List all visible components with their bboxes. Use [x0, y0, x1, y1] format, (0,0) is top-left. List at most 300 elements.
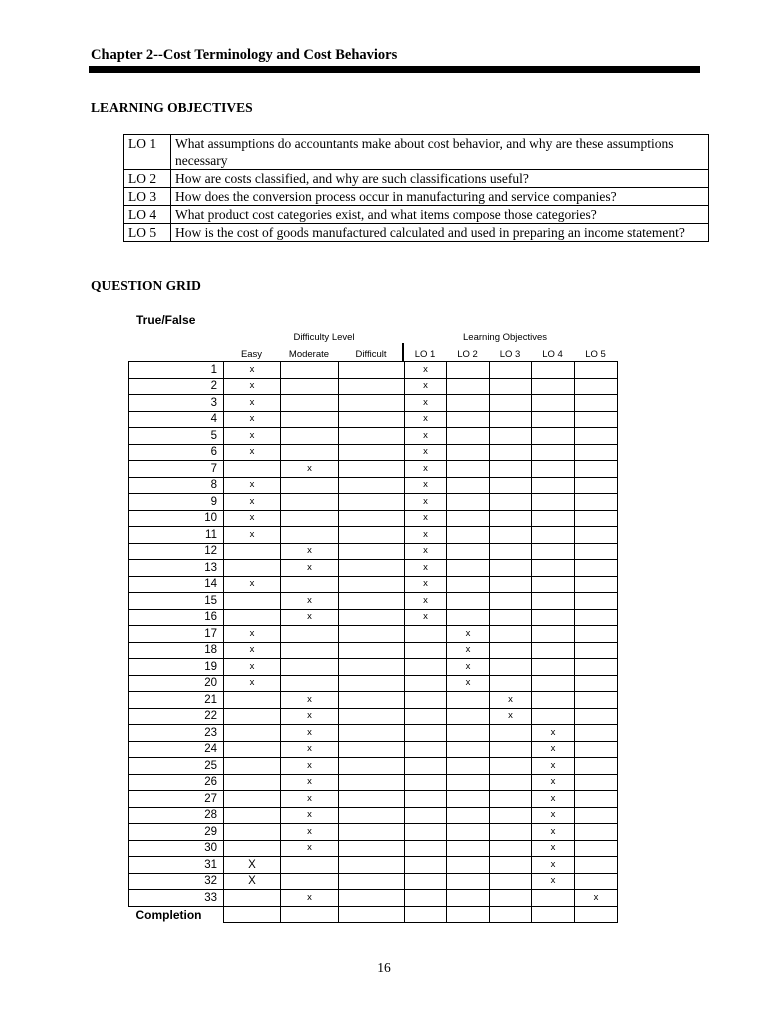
question-number: 9	[129, 494, 224, 511]
grid-cell	[447, 692, 490, 709]
lo-code: LO 5	[124, 224, 171, 242]
grid-cell	[224, 840, 281, 857]
grid-cell	[339, 494, 405, 511]
grid-cell	[575, 560, 618, 577]
grid-cell	[490, 444, 532, 461]
grid-cell: x	[224, 395, 281, 412]
grid-cell: x	[224, 428, 281, 445]
question-number: 24	[129, 741, 224, 758]
grid-cell	[339, 774, 405, 791]
grid-cell	[532, 395, 575, 412]
grid-cell	[447, 774, 490, 791]
grid-row	[129, 642, 618, 659]
grid-cell: x	[405, 609, 447, 626]
grid-cell	[532, 593, 575, 610]
grid-cell	[447, 741, 490, 758]
grid-cell: x	[224, 444, 281, 461]
question-number: 5	[129, 428, 224, 445]
grid-cell	[575, 675, 618, 692]
grid-cell	[490, 477, 532, 494]
grid-cell	[281, 477, 339, 494]
question-number: 12	[129, 543, 224, 560]
grid-cell: x	[281, 593, 339, 610]
grid-cell	[532, 362, 575, 379]
lo-row	[124, 170, 709, 188]
grid-cell	[224, 807, 281, 824]
grid-cell: x	[224, 362, 281, 379]
grid-cell: x	[532, 857, 575, 874]
grid-cell	[224, 824, 281, 841]
grid-cell	[575, 609, 618, 626]
grid-cell	[405, 824, 447, 841]
question-grid-heading: QUESTION GRID	[91, 278, 201, 293]
grid-cell: x	[224, 642, 281, 659]
grid-cell	[339, 395, 405, 412]
page-number: 16	[377, 960, 391, 975]
question-number: 7	[129, 461, 224, 478]
question-number: 14	[129, 576, 224, 593]
col-header-lo3: LO 3	[499, 349, 521, 360]
grid-cell: x	[532, 774, 575, 791]
question-number: 29	[129, 824, 224, 841]
grid-row	[129, 774, 618, 791]
grid-cell: x	[224, 626, 281, 643]
grid-cell	[405, 758, 447, 775]
grid-cell	[490, 411, 532, 428]
question-number: 28	[129, 807, 224, 824]
grid-cell	[490, 543, 532, 560]
grid-cell	[339, 510, 405, 527]
grid-cell	[224, 708, 281, 725]
grid-cell	[405, 840, 447, 857]
grid-cell: x	[532, 824, 575, 841]
grid-cell	[447, 477, 490, 494]
grid-cell: x	[405, 576, 447, 593]
grid-cell	[339, 857, 405, 874]
grid-cell: x	[281, 890, 339, 907]
grid-row	[129, 626, 618, 643]
grid-cell	[224, 609, 281, 626]
lo-code: LO 1	[124, 135, 171, 170]
col-header-easy: Easy	[240, 349, 263, 360]
grid-cell	[575, 857, 618, 874]
grid-cell: x	[224, 675, 281, 692]
grid-cell	[490, 510, 532, 527]
grid-cell: x	[281, 807, 339, 824]
grid-cell: x	[224, 576, 281, 593]
grid-cell: x	[281, 560, 339, 577]
lo-row	[124, 224, 709, 242]
grid-cell	[339, 807, 405, 824]
grid-cell	[575, 494, 618, 511]
question-grid-table	[128, 361, 618, 923]
grid-cell	[405, 774, 447, 791]
grid-cell	[405, 807, 447, 824]
grid-cell	[447, 791, 490, 808]
grid-cell	[532, 527, 575, 544]
grid-cell	[447, 543, 490, 560]
question-number: 20	[129, 675, 224, 692]
grid-cell	[339, 824, 405, 841]
grid-cell: x	[405, 395, 447, 412]
grid-cell	[405, 725, 447, 742]
grid-cell	[339, 791, 405, 808]
question-number: 26	[129, 774, 224, 791]
grid-cell	[281, 444, 339, 461]
grid-cell	[575, 593, 618, 610]
grid-cell	[490, 560, 532, 577]
grid-cell	[532, 675, 575, 692]
grid-cell	[490, 890, 532, 907]
grid-cell	[281, 527, 339, 544]
learning-objectives-header: Learning Objectives	[463, 332, 547, 343]
grid-cell	[490, 675, 532, 692]
grid-cell	[447, 807, 490, 824]
grid-cell	[224, 791, 281, 808]
true-false-heading: True/False	[136, 313, 196, 327]
grid-cell: x	[532, 807, 575, 824]
grid-cell: x	[281, 840, 339, 857]
grid-cell: x	[405, 362, 447, 379]
grid-cell	[281, 510, 339, 527]
question-number: 4	[129, 411, 224, 428]
grid-cell	[339, 527, 405, 544]
grid-cell: x	[281, 708, 339, 725]
grid-cell	[281, 873, 339, 890]
grid-cell: x	[224, 510, 281, 527]
grid-cell: x	[224, 411, 281, 428]
grid-row	[129, 362, 618, 379]
grid-cell	[224, 758, 281, 775]
question-number: 6	[129, 444, 224, 461]
grid-cell	[447, 708, 490, 725]
question-number: 25	[129, 758, 224, 775]
grid-row	[129, 461, 618, 478]
grid-cell	[490, 609, 532, 626]
grid-cell	[224, 725, 281, 742]
grid-row	[129, 675, 618, 692]
grid-cell	[281, 906, 339, 923]
grid-cell	[575, 378, 618, 395]
grid-cell	[490, 774, 532, 791]
grid-cell	[532, 428, 575, 445]
grid-cell	[532, 560, 575, 577]
grid-cell	[575, 428, 618, 445]
grid-cell	[281, 659, 339, 676]
grid-cell: x	[281, 741, 339, 758]
grid-cell	[224, 692, 281, 709]
question-number: 18	[129, 642, 224, 659]
grid-cell	[339, 659, 405, 676]
question-number: 1	[129, 362, 224, 379]
lo-text: How are costs classified, and why are such classifications useful?	[171, 170, 709, 188]
grid-row	[129, 758, 618, 775]
grid-cell	[339, 593, 405, 610]
grid-cell	[575, 692, 618, 709]
grid-cell	[447, 527, 490, 544]
grid-cell: x	[281, 609, 339, 626]
question-number: 22	[129, 708, 224, 725]
grid-cell	[490, 791, 532, 808]
grid-cell	[575, 362, 618, 379]
grid-cell: x	[405, 428, 447, 445]
grid-cell	[281, 675, 339, 692]
grid-cell: x	[224, 477, 281, 494]
col-header-lo5: LO 5	[585, 349, 606, 360]
grid-cell	[281, 857, 339, 874]
grid-cell: x	[490, 708, 532, 725]
grid-cell	[339, 477, 405, 494]
grid-cell	[490, 362, 532, 379]
lo-text: What product cost categories exist, and what items compose those categories?	[171, 206, 709, 224]
grid-cell	[575, 642, 618, 659]
grid-cell	[490, 659, 532, 676]
question-number: 11	[129, 527, 224, 544]
grid-cell	[575, 741, 618, 758]
grid-cell	[575, 576, 618, 593]
grid-row	[129, 873, 618, 890]
question-number: 17	[129, 626, 224, 643]
grid-cell	[405, 873, 447, 890]
grid-cell	[224, 560, 281, 577]
question-number: 32	[129, 873, 224, 890]
grid-cell	[575, 708, 618, 725]
grid-cell	[405, 692, 447, 709]
grid-cell	[447, 609, 490, 626]
grid-cell	[339, 576, 405, 593]
grid-cell	[405, 906, 447, 923]
grid-cell	[575, 543, 618, 560]
grid-cell	[532, 494, 575, 511]
grid-cell	[447, 758, 490, 775]
grid-cell	[339, 758, 405, 775]
question-number: 16	[129, 609, 224, 626]
grid-cell	[575, 873, 618, 890]
grid-cell: x	[224, 527, 281, 544]
lo-code: LO 2	[124, 170, 171, 188]
grid-cell	[405, 890, 447, 907]
grid-cell: x	[532, 873, 575, 890]
grid-cell: x	[281, 543, 339, 560]
question-number: 15	[129, 593, 224, 610]
grid-cell	[224, 890, 281, 907]
grid-cell	[532, 626, 575, 643]
grid-cell: x	[405, 494, 447, 511]
grid-cell	[339, 890, 405, 907]
grid-cell: x	[281, 774, 339, 791]
question-number: 21	[129, 692, 224, 709]
title-rule	[89, 66, 700, 73]
grid-cell: x	[532, 741, 575, 758]
grid-cell	[339, 609, 405, 626]
grid-cell: x	[405, 461, 447, 478]
grid-cell	[281, 642, 339, 659]
grid-cell	[490, 461, 532, 478]
grid-cell	[339, 840, 405, 857]
grid-cell	[490, 840, 532, 857]
grid-cell	[281, 494, 339, 511]
grid-cell: x	[405, 444, 447, 461]
question-number: 13	[129, 560, 224, 577]
grid-cell	[490, 593, 532, 610]
lo-text: How does the conversion process occur in manufacturing and service companies?	[171, 188, 709, 206]
question-number: 2	[129, 378, 224, 395]
grid-cell: X	[224, 857, 281, 874]
grid-cell	[224, 461, 281, 478]
grid-cell	[339, 675, 405, 692]
grid-cell	[447, 411, 490, 428]
grid-cell: x	[532, 725, 575, 742]
grid-cell: x	[532, 791, 575, 808]
grid-cell: x	[224, 494, 281, 511]
grid-cell: x	[281, 725, 339, 742]
grid-cell	[575, 395, 618, 412]
grid-cell: x	[405, 543, 447, 560]
grid-cell: x	[405, 411, 447, 428]
grid-cell	[575, 411, 618, 428]
grid-cell	[339, 378, 405, 395]
grid-cell	[532, 378, 575, 395]
grid-cell	[490, 527, 532, 544]
grid-cell: x	[575, 890, 618, 907]
grid-cell: x	[532, 840, 575, 857]
grid-cell	[224, 543, 281, 560]
grid-cell	[532, 477, 575, 494]
lo-code: LO 4	[124, 206, 171, 224]
grid-cell	[339, 642, 405, 659]
grid-cell	[447, 725, 490, 742]
grid-cell	[339, 692, 405, 709]
grid-cell	[447, 494, 490, 511]
grid-cell	[575, 824, 618, 841]
grid-row	[129, 609, 618, 626]
learning-objectives-heading: LEARNING OBJECTIVES	[91, 100, 253, 115]
grid-cell	[490, 642, 532, 659]
grid-cell	[532, 461, 575, 478]
grid-cell	[490, 378, 532, 395]
grid-cell	[224, 741, 281, 758]
col-header-difficult: Difficult	[355, 349, 387, 360]
grid-cell	[532, 906, 575, 923]
grid-row	[129, 840, 618, 857]
grid-cell	[447, 576, 490, 593]
grid-cell	[490, 906, 532, 923]
grid-cell	[532, 411, 575, 428]
grid-cell	[224, 906, 281, 923]
grid-row	[129, 857, 618, 874]
grid-cell	[575, 444, 618, 461]
grid-cell	[339, 411, 405, 428]
grid-cell	[575, 758, 618, 775]
completion-row	[129, 906, 618, 923]
grid-cell	[447, 890, 490, 907]
grid-cell	[490, 576, 532, 593]
grid-cell: x	[405, 378, 447, 395]
grid-cell	[447, 378, 490, 395]
grid-row	[129, 510, 618, 527]
question-number: 3	[129, 395, 224, 412]
grid-cell	[339, 708, 405, 725]
grid-cell	[532, 642, 575, 659]
lo-row	[124, 135, 709, 170]
grid-cell: x	[490, 692, 532, 709]
grid-cell	[447, 395, 490, 412]
learning-objectives-table	[123, 134, 709, 242]
grid-cell	[447, 906, 490, 923]
question-number: 27	[129, 791, 224, 808]
col-header-lo1: LO 1	[414, 349, 436, 360]
grid-cell	[575, 840, 618, 857]
lo-row	[124, 206, 709, 224]
col-header-lo2: LO 2	[457, 349, 478, 360]
grid-cell	[490, 395, 532, 412]
grid-cell	[575, 527, 618, 544]
grid-cell	[490, 824, 532, 841]
grid-row	[129, 411, 618, 428]
question-number: 30	[129, 840, 224, 857]
grid-cell	[490, 626, 532, 643]
grid-row	[129, 494, 618, 511]
grid-cell: x	[281, 461, 339, 478]
grid-cell	[281, 576, 339, 593]
grid-cell	[575, 725, 618, 742]
grid-cell: X	[224, 873, 281, 890]
question-number: 8	[129, 477, 224, 494]
grid-cell	[575, 659, 618, 676]
grid-row	[129, 741, 618, 758]
grid-cell	[447, 428, 490, 445]
grid-cell	[490, 494, 532, 511]
completion-label: Completion	[135, 907, 202, 922]
grid-cell	[447, 593, 490, 610]
grid-cell	[447, 824, 490, 841]
grid-cell	[224, 774, 281, 791]
grid-cell	[339, 461, 405, 478]
grid-cell	[447, 840, 490, 857]
grid-cell	[339, 873, 405, 890]
grid-cell	[575, 906, 618, 923]
grid-cell: x	[281, 758, 339, 775]
grid-cell	[575, 510, 618, 527]
grid-cell	[339, 741, 405, 758]
col-header-moderate: Moderate	[288, 349, 330, 360]
grid-cell	[339, 725, 405, 742]
grid-cell: x	[447, 659, 490, 676]
grid-cell	[575, 791, 618, 808]
grid-cell	[281, 378, 339, 395]
grid-cell	[447, 857, 490, 874]
grid-cell: x	[281, 824, 339, 841]
grid-cell	[339, 626, 405, 643]
grid-cell	[532, 708, 575, 725]
lo-text: What assumptions do accountants make about cost behavior, and why are these assumptions necessary	[171, 135, 709, 170]
grid-cell	[490, 758, 532, 775]
grid-row	[129, 807, 618, 824]
grid-cell: x	[405, 560, 447, 577]
grid-row	[129, 791, 618, 808]
grid-cell	[405, 675, 447, 692]
grid-row	[129, 395, 618, 412]
grid-cell	[490, 857, 532, 874]
grid-row	[129, 725, 618, 742]
question-number: 31	[129, 857, 224, 874]
grid-cell	[281, 428, 339, 445]
grid-cell	[490, 428, 532, 445]
grid-cell	[532, 890, 575, 907]
grid-cell: x	[281, 692, 339, 709]
grid-cell	[339, 906, 405, 923]
grid-cell	[339, 543, 405, 560]
